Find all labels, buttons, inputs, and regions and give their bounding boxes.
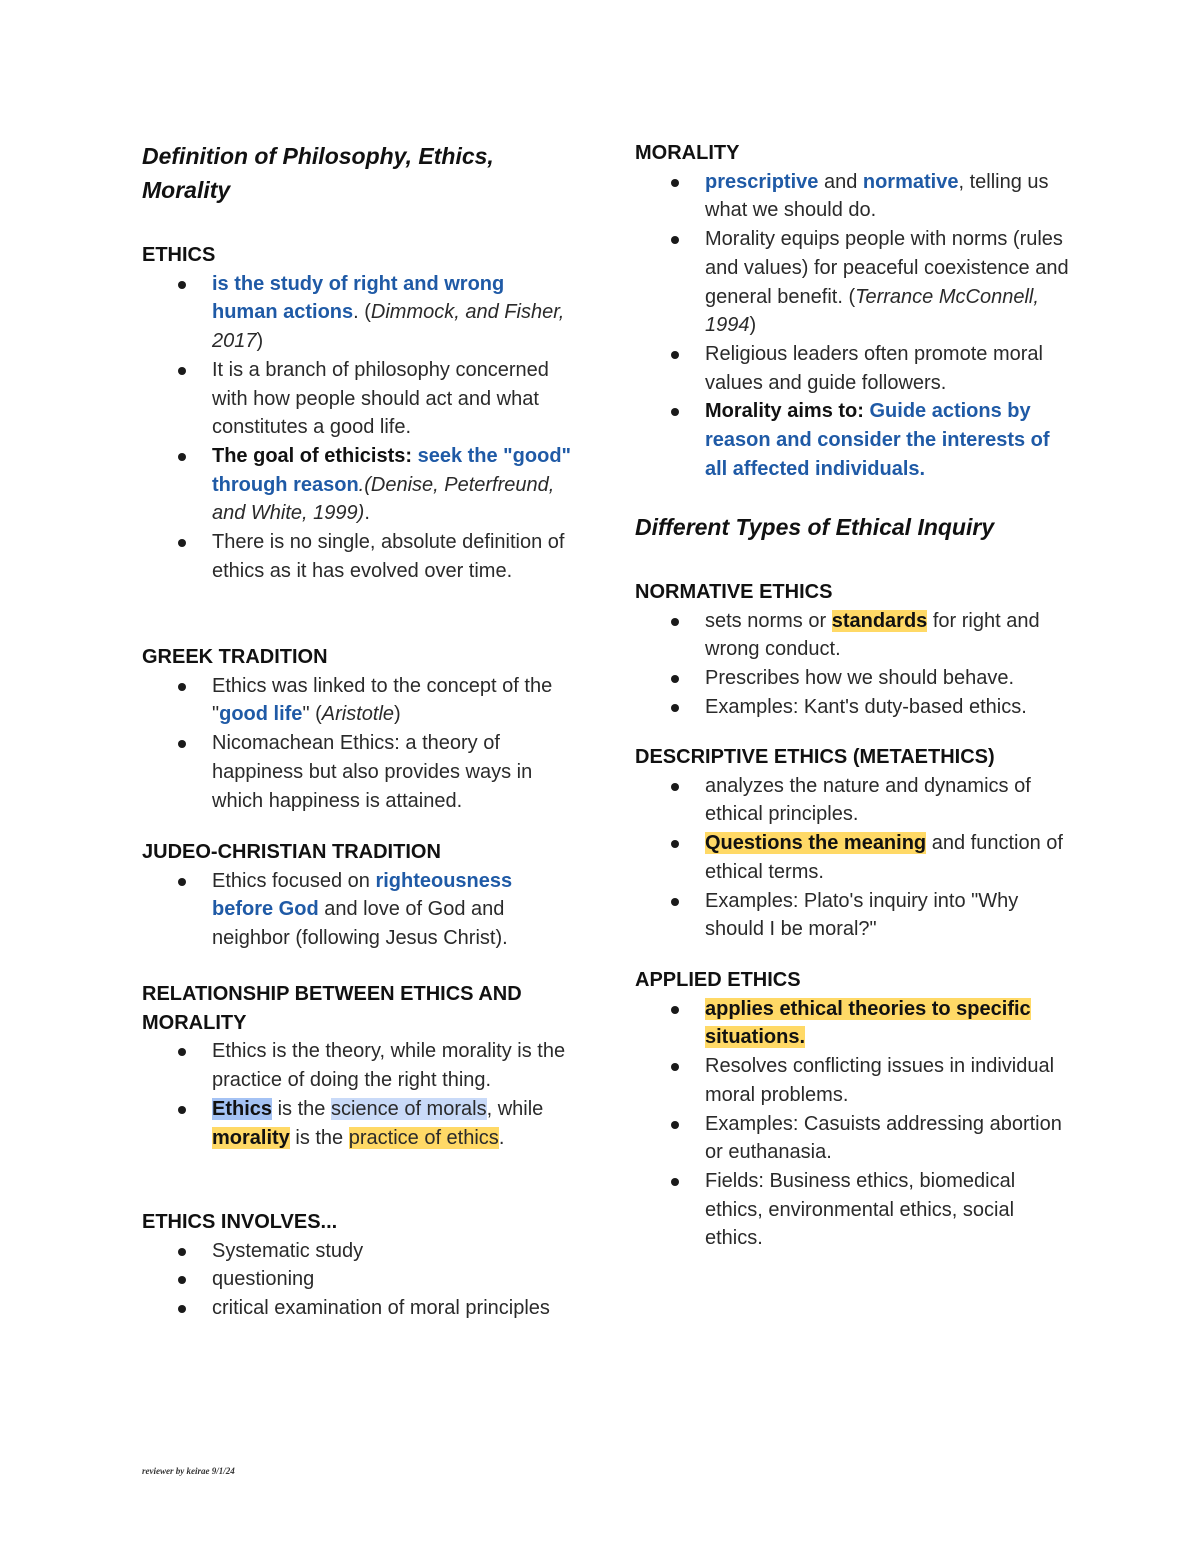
bullet-icon: [671, 1121, 679, 1129]
list-item: Examples: Plato's inquiry into "Why should I be moral?": [635, 887, 1075, 944]
bullet-icon: [671, 783, 679, 791]
bullet-icon: [178, 1048, 186, 1056]
list-item: There is no single, absolute definition of ethics as it has evolved over time.: [142, 528, 572, 585]
section-judeo-christian: [142, 838, 572, 953]
list-item: Nicomachean Ethics: a theory of happiness but also provides ways in which happiness is attained.: [142, 729, 572, 815]
list-item: Fields: Business ethics, biomedical ethics, environmental ethics, social ethics.: [635, 1167, 1075, 1253]
section-heading: RELATIONSHIP BETWEEN ETHICS AND MORALITY: [142, 983, 522, 1034]
list-item: Morality aims to: Guide actions by reason and consider the interests of all affected individuals.: [635, 397, 1075, 483]
section-heading: NORMATIVE ETHICS: [635, 581, 833, 603]
list-item: prescriptive and normative, telling us what we should do.: [635, 168, 1075, 225]
bullet-icon: [178, 740, 186, 748]
list-item: Examples: Casuists addressing abortion or euthanasia.: [635, 1110, 1075, 1167]
bullet-icon: [671, 618, 679, 626]
section-heading: ETHICS: [142, 244, 216, 266]
bullet-icon: [178, 281, 186, 289]
bullet-icon: [178, 367, 186, 375]
bullet-icon: [671, 1006, 679, 1014]
bullet-icon: [178, 878, 186, 886]
section-heading: JUDEO-CHRISTIAN TRADITION: [142, 841, 441, 863]
section-morality: [635, 139, 1075, 483]
section-heading: DESCRIPTIVE ETHICS (METAETHICS): [635, 746, 995, 768]
list-item: Systematic study: [142, 1237, 572, 1266]
section-heading: APPLIED ETHICS: [635, 969, 801, 991]
list-item: Resolves conflicting issues in individual moral problems.: [635, 1052, 1075, 1109]
bullet-icon: [671, 408, 679, 416]
list-item: Ethics focused on righteousness before God and love of God and neighbor (following Jesus Christ).: [142, 867, 572, 953]
bullet-icon: [671, 898, 679, 906]
bullet-icon: [671, 840, 679, 848]
list-item: Morality equips people with norms (rules and values) for peaceful coexistence and general benefit. (Terrance McConnell, 1994): [635, 225, 1075, 340]
section-applied-ethics: [635, 966, 1075, 1253]
list-item: Religious leaders often promote moral values and guide followers.: [635, 340, 1075, 397]
section-ethics-involves: [142, 1208, 572, 1323]
footer-signature: reviewer by keirae 9/1/24: [142, 1466, 235, 1476]
list-item: Ethics was linked to the concept of the "good life" (Aristotle): [142, 672, 572, 729]
list-item: critical examination of moral principles: [142, 1294, 572, 1323]
bullet-icon: [178, 683, 186, 691]
bullet-icon: [671, 675, 679, 683]
bullet-icon: [178, 453, 186, 461]
list-item: applies ethical theories to specific situations.: [635, 995, 1075, 1052]
section-heading: MORALITY: [635, 142, 740, 164]
list-item: Examples: Kant's duty-based ethics.: [635, 693, 1075, 722]
section-heading: GREEK TRADITION: [142, 646, 328, 668]
section-descriptive-ethics: [635, 743, 1075, 944]
bullet-icon: [671, 236, 679, 244]
bullet-icon: [178, 539, 186, 547]
list-item: Ethics is the theory, while morality is the practice of doing the right thing.: [142, 1037, 572, 1094]
bullet-icon: [671, 1063, 679, 1071]
list-item: Prescribes how we should behave.: [635, 664, 1075, 693]
bullet-icon: [178, 1248, 186, 1256]
section-normative-ethics: [635, 578, 1075, 722]
list-item: is the study of right and wrong human actions. (Dimmock, and Fisher, 2017): [142, 270, 572, 356]
list-item: questioning: [142, 1265, 572, 1294]
types-title: Different Types of Ethical Inquiry: [635, 514, 995, 540]
section-ethics: [142, 241, 572, 585]
bullet-icon: [178, 1106, 186, 1114]
list-item: sets norms or standards for right and wrong conduct.: [635, 607, 1075, 664]
list-item: Questions the meaning and function of ethical terms.: [635, 829, 1075, 886]
section-greek-tradition: [142, 643, 572, 815]
bullet-icon: [671, 351, 679, 359]
list-item: analyzes the nature and dynamics of ethical principles.: [635, 772, 1075, 829]
section-heading: ETHICS INVOLVES...: [142, 1211, 338, 1233]
section-relationship: [142, 980, 572, 1152]
bullet-icon: [178, 1305, 186, 1313]
bullet-icon: [671, 179, 679, 187]
bullet-icon: [671, 704, 679, 712]
list-item: Ethics is the science of morals, while morality is the practice of ethics.: [142, 1095, 572, 1152]
list-item: It is a branch of philosophy concerned with how people should act and what constitutes a good life.: [142, 356, 572, 442]
bullet-icon: [671, 1178, 679, 1186]
bullet-icon: [178, 1276, 186, 1284]
list-item: The goal of ethicists: seek the "good" through reason.(Denise, Peterfreund, and White, 1999).: [142, 442, 572, 528]
page-title: Definition of Philosophy, Ethics, Morality: [142, 143, 494, 203]
